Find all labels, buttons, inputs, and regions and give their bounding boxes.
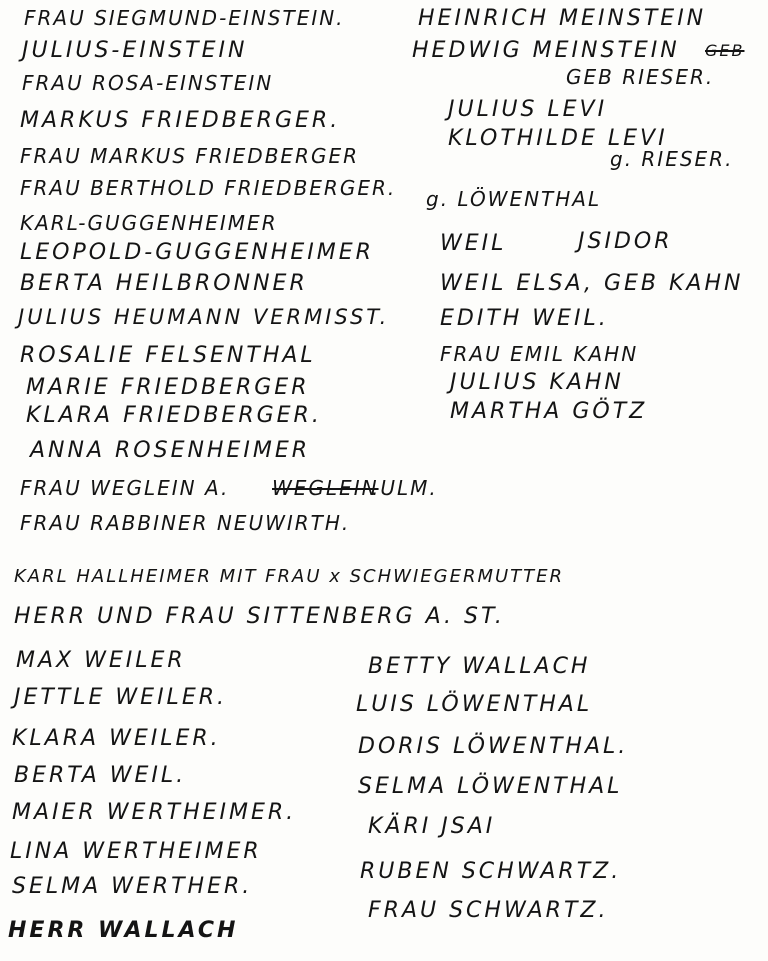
name-entry: JULIUS KAHN (450, 370, 624, 395)
name-entry: SELMA WERTHER. (12, 874, 253, 899)
name-entry: HEINRICH MEINSTEIN (418, 6, 707, 31)
name-entry: KLOTHILDE LEVI (448, 126, 668, 151)
name-entry: WEIL ELSA, GEB KAHN (440, 271, 744, 296)
name-entry: RUBEN SCHWARTZ. (360, 859, 622, 884)
name-entry: FRAU ROSA-EINSTEIN (22, 71, 274, 95)
name-entry: KARL HALLHEIMER MIT FRAU x SCHWIEGERMUTTER (14, 566, 565, 587)
struck-out-word: WEGLEIN (272, 476, 379, 500)
name-entry: g. LÖWENTHAL (426, 187, 602, 211)
name-entry: KÄRI JSAI (368, 814, 496, 839)
name-entry: JULIUS HEUMANN VERMISST. (18, 305, 390, 329)
name-entry: DORIS LÖWENTHAL. (358, 734, 629, 759)
name-entry: GEB RIESER. (566, 65, 715, 89)
name-entry: FRAU MARKUS FRIEDBERGER (20, 144, 359, 168)
name-entry: JETTLE WEILER. (14, 685, 227, 710)
name-entry: ANNA ROSENHEIMER (30, 438, 311, 463)
name-entry: FRAU BERTHOLD FRIEDBERGER. (20, 176, 397, 200)
name-entry: FRAU SCHWARTZ. (368, 898, 609, 923)
name-entry: JULIUS LEVI (448, 97, 608, 122)
name-entry: WEIL (440, 231, 507, 256)
name-entry: KARL-GUGGENHEIMER (20, 211, 278, 235)
name-entry: HERR UND FRAU SITTENBERG A. ST. (14, 604, 505, 629)
name-entry: MAX WEILER (16, 648, 186, 673)
name-entry: LEOPOLD-GUGGENHEIMER (20, 240, 374, 265)
name-entry: SELMA LÖWENTHAL (358, 774, 623, 799)
name-entry: FRAU SIEGMUND-EINSTEIN. (24, 6, 345, 30)
name-entry: FRAU RABBINER NEUWIRTH. (20, 511, 351, 535)
name-entry: MARKUS FRIEDBERGER. (20, 108, 341, 133)
name-entry: KLARA FRIEDBERGER. (26, 403, 322, 428)
name-entry: BERTA HEILBRONNER (20, 271, 308, 296)
name-entry: FRAU EMIL KAHN (440, 342, 639, 366)
name-entry: HERR WALLACH (8, 918, 239, 943)
name-entry: LUIS LÖWENTHAL (356, 692, 593, 717)
name-entry: ROSALIE FELSENTHAL (20, 343, 316, 368)
name-entry: JULIUS-EINSTEIN (22, 38, 248, 63)
name-entry: g. RIESER. (610, 147, 734, 171)
name-entry: FRAU WEGLEIN A. (20, 476, 230, 500)
name-entry: MAIER WERTHEIMER. (12, 800, 297, 825)
struck-out-word: GEB (705, 41, 745, 60)
name-entry: HEDWIG MEINSTEIN (412, 38, 680, 63)
name-entry: BERTA WEIL. (14, 763, 187, 788)
name-entry: EDITH WEIL. (440, 306, 609, 331)
name-entry: .ULM. (372, 476, 438, 500)
name-entry: KLARA WEILER. (12, 726, 221, 751)
name-entry: MARTHA GÖTZ (450, 399, 648, 424)
name-entry: BETTY WALLACH (368, 654, 591, 679)
name-entry: LINA WERTHEIMER (10, 839, 262, 864)
name-entry: MARIE FRIEDBERGER (26, 375, 310, 400)
name-entry: JSIDOR (578, 229, 673, 254)
